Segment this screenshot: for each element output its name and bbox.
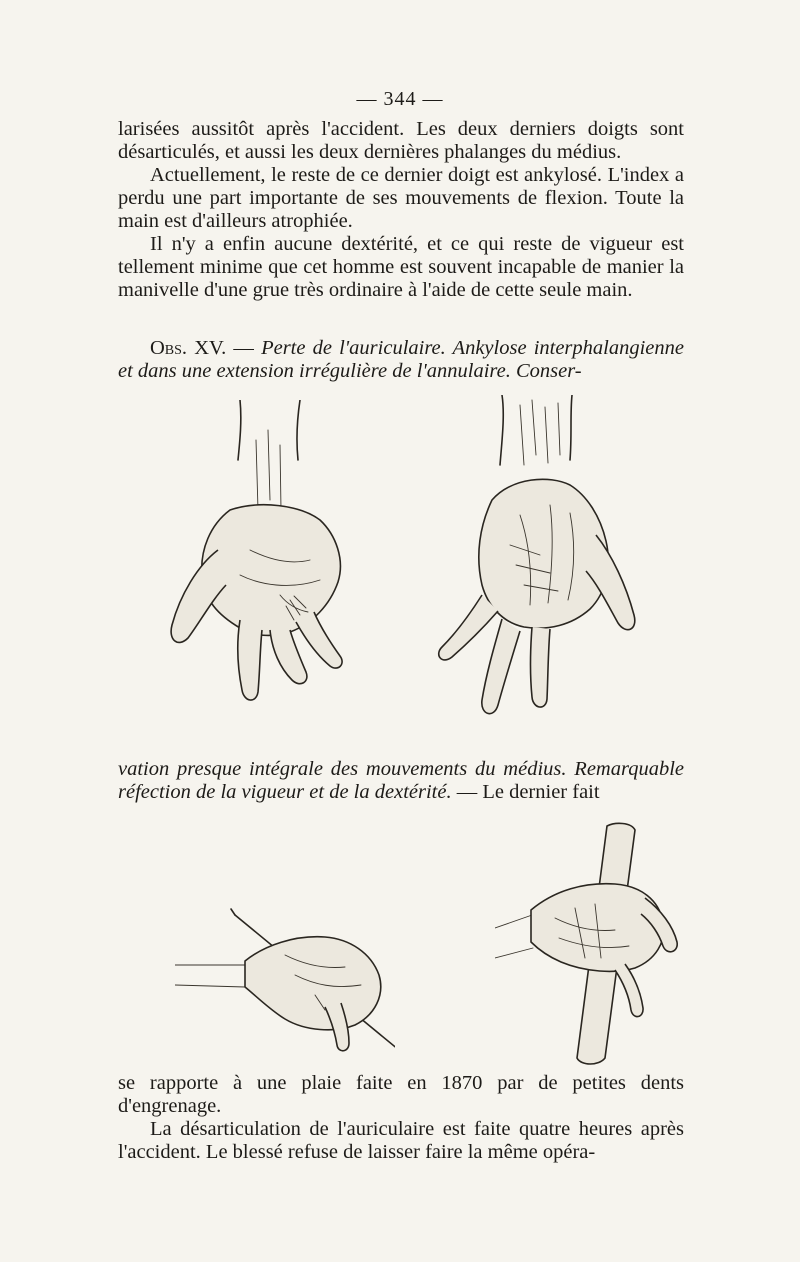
top-text-block: [118, 118, 684, 302]
bottom-text-block: [118, 1072, 684, 1164]
observation-text-start: — Le dernier fait: [451, 781, 600, 803]
paragraph-continuation: larisées aussitôt après l'accident. Les deux derniers doigts sont désarticulés, et aussi les deux dernières phalanges du médius.: [118, 118, 684, 163]
hand-palm-icon: [160, 400, 380, 735]
hand-back-icon: [420, 395, 650, 735]
hand-writing-icon: [175, 895, 395, 1065]
figure-hand-gripping: [495, 818, 690, 1068]
observation-number: Obs. XV. —: [150, 337, 254, 359]
paragraph-dexterity: Il n'y a enfin aucune dextérité, et ce qui reste de vigueur est tellement minime que cet homme est souvent incapable de manier la manivelle d'une grue très ordinaire à l'aide de cette seule main.: [118, 233, 684, 301]
paragraph-current-state: Actuellement, le reste de ce dernier doigt est ankylosé. L'index a perdu une part importante de ses mouvements de flexion. Toute la main est d'ailleurs atrophiée.: [118, 164, 684, 232]
paragraph-disarticulation: La désarticulation de l'auriculaire est faite quatre heures après l'accident. Le blessé refuse de laisser faire la même opéra-: [118, 1118, 684, 1163]
observation-title-continued: vation presque intégrale des mouvements du médius. Remarquable réfection de la vigueur et de la dextérité.: [118, 758, 684, 803]
observation-title: Perte de l'auriculaire. Ankylose interphalangienne et dans une extension irrégulière de l'annulaire. Conser-: [118, 337, 684, 382]
observation-heading: [118, 337, 684, 383]
hand-gripping-bar-icon: [495, 818, 690, 1068]
page-number: — 344 —: [356, 88, 444, 110]
paragraph-injury-origin: se rapporte à une plaie faite en 1870 par de petites dents d'engrenage.: [118, 1072, 684, 1117]
figure-hand-back: [420, 395, 650, 735]
figure-hand-writing: [175, 895, 395, 1065]
figure-hand-palm: [160, 400, 380, 735]
observation-continuation: [118, 758, 684, 804]
